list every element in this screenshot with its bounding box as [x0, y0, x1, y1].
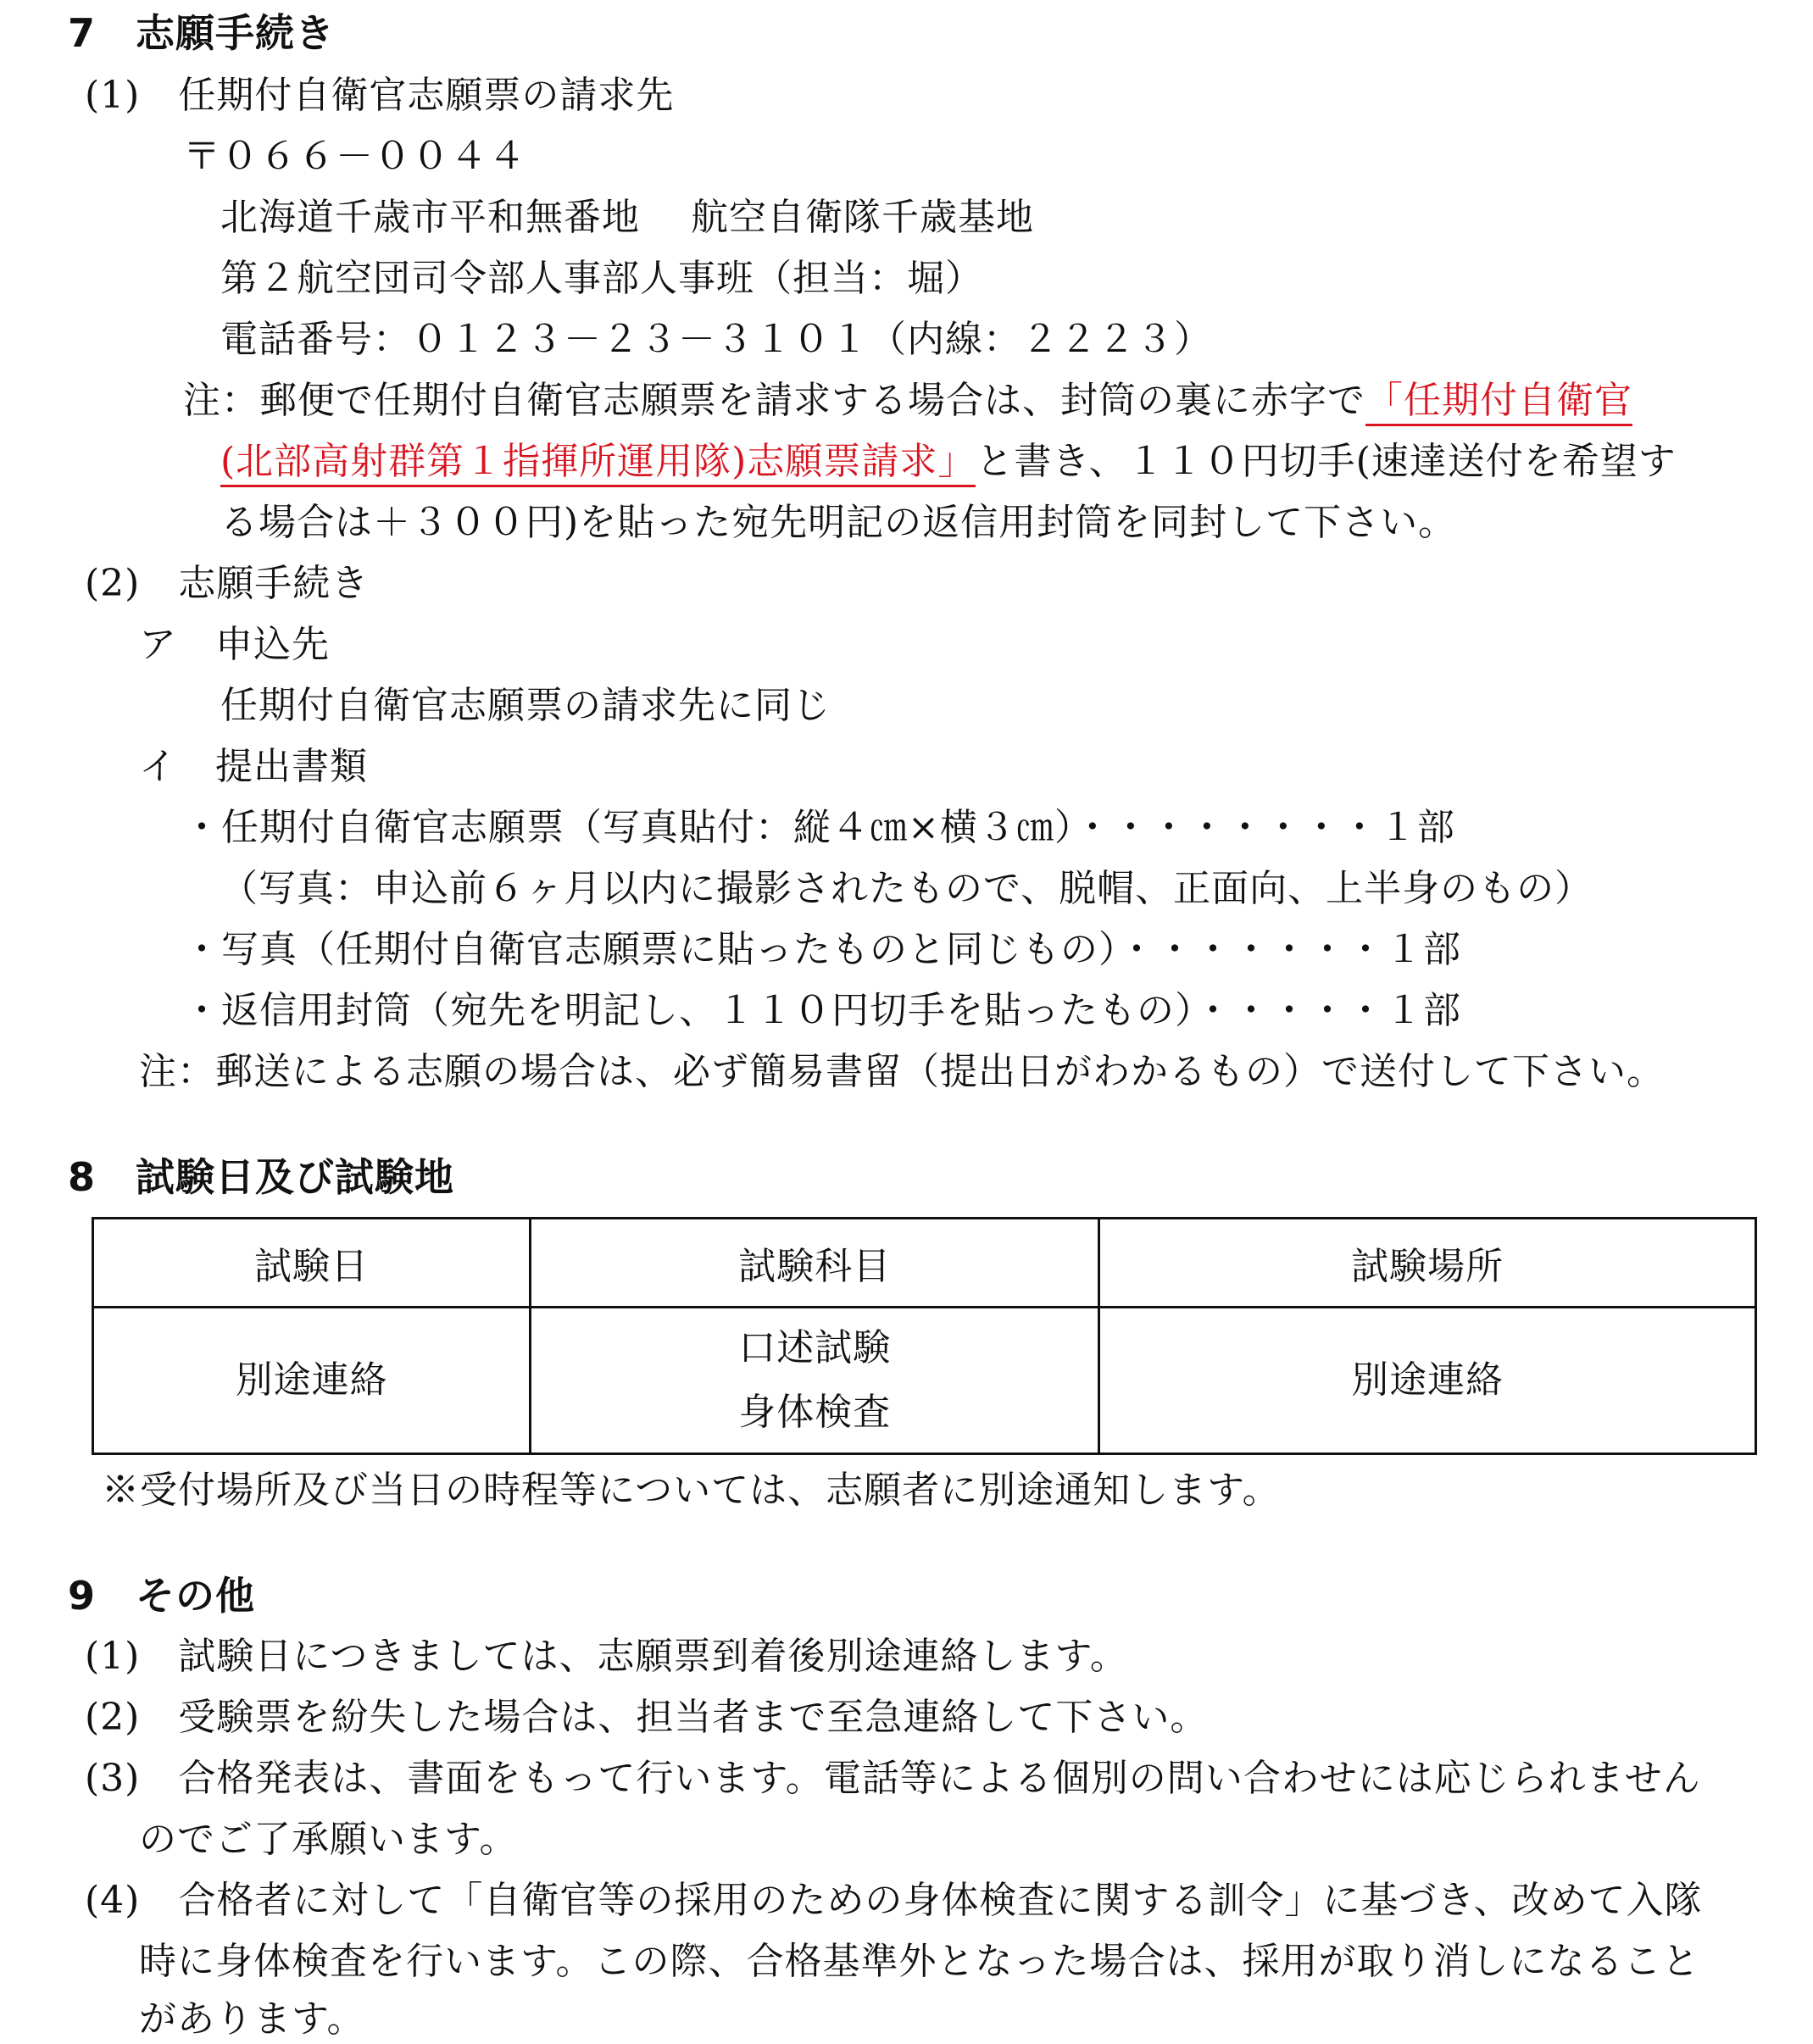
cell-exam-date: 別途連絡	[93, 1308, 531, 1454]
exam-schedule-table	[92, 1217, 1757, 1455]
item-i-label: イ 提出書類	[139, 745, 368, 788]
exam-note: ※受付場所及び当日の時程等については、志願者に別途通知します。	[102, 1469, 1281, 1512]
subject-physical-exam: 身体検査	[738, 1391, 892, 1434]
document-3: ・返信用封筒（宛先を明記し、１１０円切手を貼ったもの）・・・・・１部	[183, 989, 1461, 1032]
request-note-line-3: る場合は＋３００円)を貼った宛先明記の返信用封筒を同封して下さい。	[220, 501, 1457, 544]
document-2: ・写真（任期付自衛官志願票に貼ったものと同じもの）・・・・・・・１部	[183, 928, 1461, 971]
request-note-prefix: 注：郵便で任期付自衛官志願票を請求する場合は、封筒の裏に赤字で	[183, 379, 1365, 422]
address: 北海道千歳市平和無番地 航空自衛隊千歳基地	[220, 196, 1034, 239]
document-1-note: （写真：申込前６ヶ月以内に撮影されたもので、脱帽、正面向、上半身のもの）	[220, 867, 1593, 910]
phone-number: 電話番号：０１２３－２３－３１０１（内線：２２２３）	[220, 318, 1212, 361]
cell-exam-place: 別途連絡	[1099, 1308, 1756, 1454]
other-item-4-line-1: (4) 合格者に対して「自衛官等の採用のための身体検査に関する訓令」に基づき、改めて入隊	[85, 1879, 1703, 1922]
subject-oral-exam: 口述試験	[738, 1326, 892, 1369]
request-note-mid: と書き、１１０円切手(速達送付を希望す	[976, 440, 1677, 483]
request-note-line-1	[183, 378, 1632, 424]
table-row	[93, 1308, 1756, 1454]
request-note-line-2	[220, 439, 1677, 485]
table-header-row	[93, 1219, 1756, 1308]
cell-exam-subject	[531, 1308, 1099, 1454]
other-item-2: (2) 受験票を紛失した場合は、担当者まで至急連絡して下さい。	[85, 1696, 1209, 1739]
other-item-4-line-2: 時に身体検査を行います。この際、合格基準外となった場合は、採用が取り消しになること	[139, 1940, 1700, 1983]
section-7-2-heading: (2) 志願手続き	[85, 562, 370, 605]
section-7-1-heading: (1) 任期付自衛官志願票の請求先	[85, 74, 675, 117]
other-item-3-line-2: のでご了承願います。	[139, 1818, 518, 1861]
header-exam-subject: 試験科目	[531, 1219, 1099, 1308]
other-item-4-line-3: があります。	[139, 1997, 365, 2041]
department: 第２航空団司令部人事部人事班（担当：堀）	[220, 257, 983, 300]
header-exam-place: 試験場所	[1099, 1219, 1756, 1308]
mailing-note: 注：郵送による志願の場合は、必ず簡易書留（提出日がわかるもの）で送付して下さい。	[139, 1050, 1665, 1093]
item-a-text: 任期付自衛官志願票の請求先に同じ	[220, 684, 831, 727]
other-item-3-line-1: (3) 合格発表は、書面をもって行います。電話等による個別の問い合わせには応じられません	[85, 1757, 1701, 1800]
request-note-red-2: (北部高射群第１指揮所運用隊)志願票請求」	[220, 440, 976, 487]
section-7-title: 7 志願手続き	[68, 10, 336, 56]
document-1: ・任期付自衛官志願票（写真貼付：縦４㎝×横３㎝）・・・・・・・・１部	[183, 806, 1455, 849]
request-note-red-1: 「任期付自衛官	[1365, 379, 1632, 426]
section-8-title: 8 試験日及び試験地	[68, 1154, 455, 1200]
postal-code: 〒０６６－００４４	[183, 135, 526, 178]
other-item-1: (1) 試験日につきましては、志願票到着後別途連絡します。	[85, 1635, 1128, 1678]
header-exam-date: 試験日	[93, 1219, 531, 1308]
section-9-title: 9 その他	[68, 1573, 256, 1619]
item-a-label: ア 申込先	[139, 623, 330, 666]
